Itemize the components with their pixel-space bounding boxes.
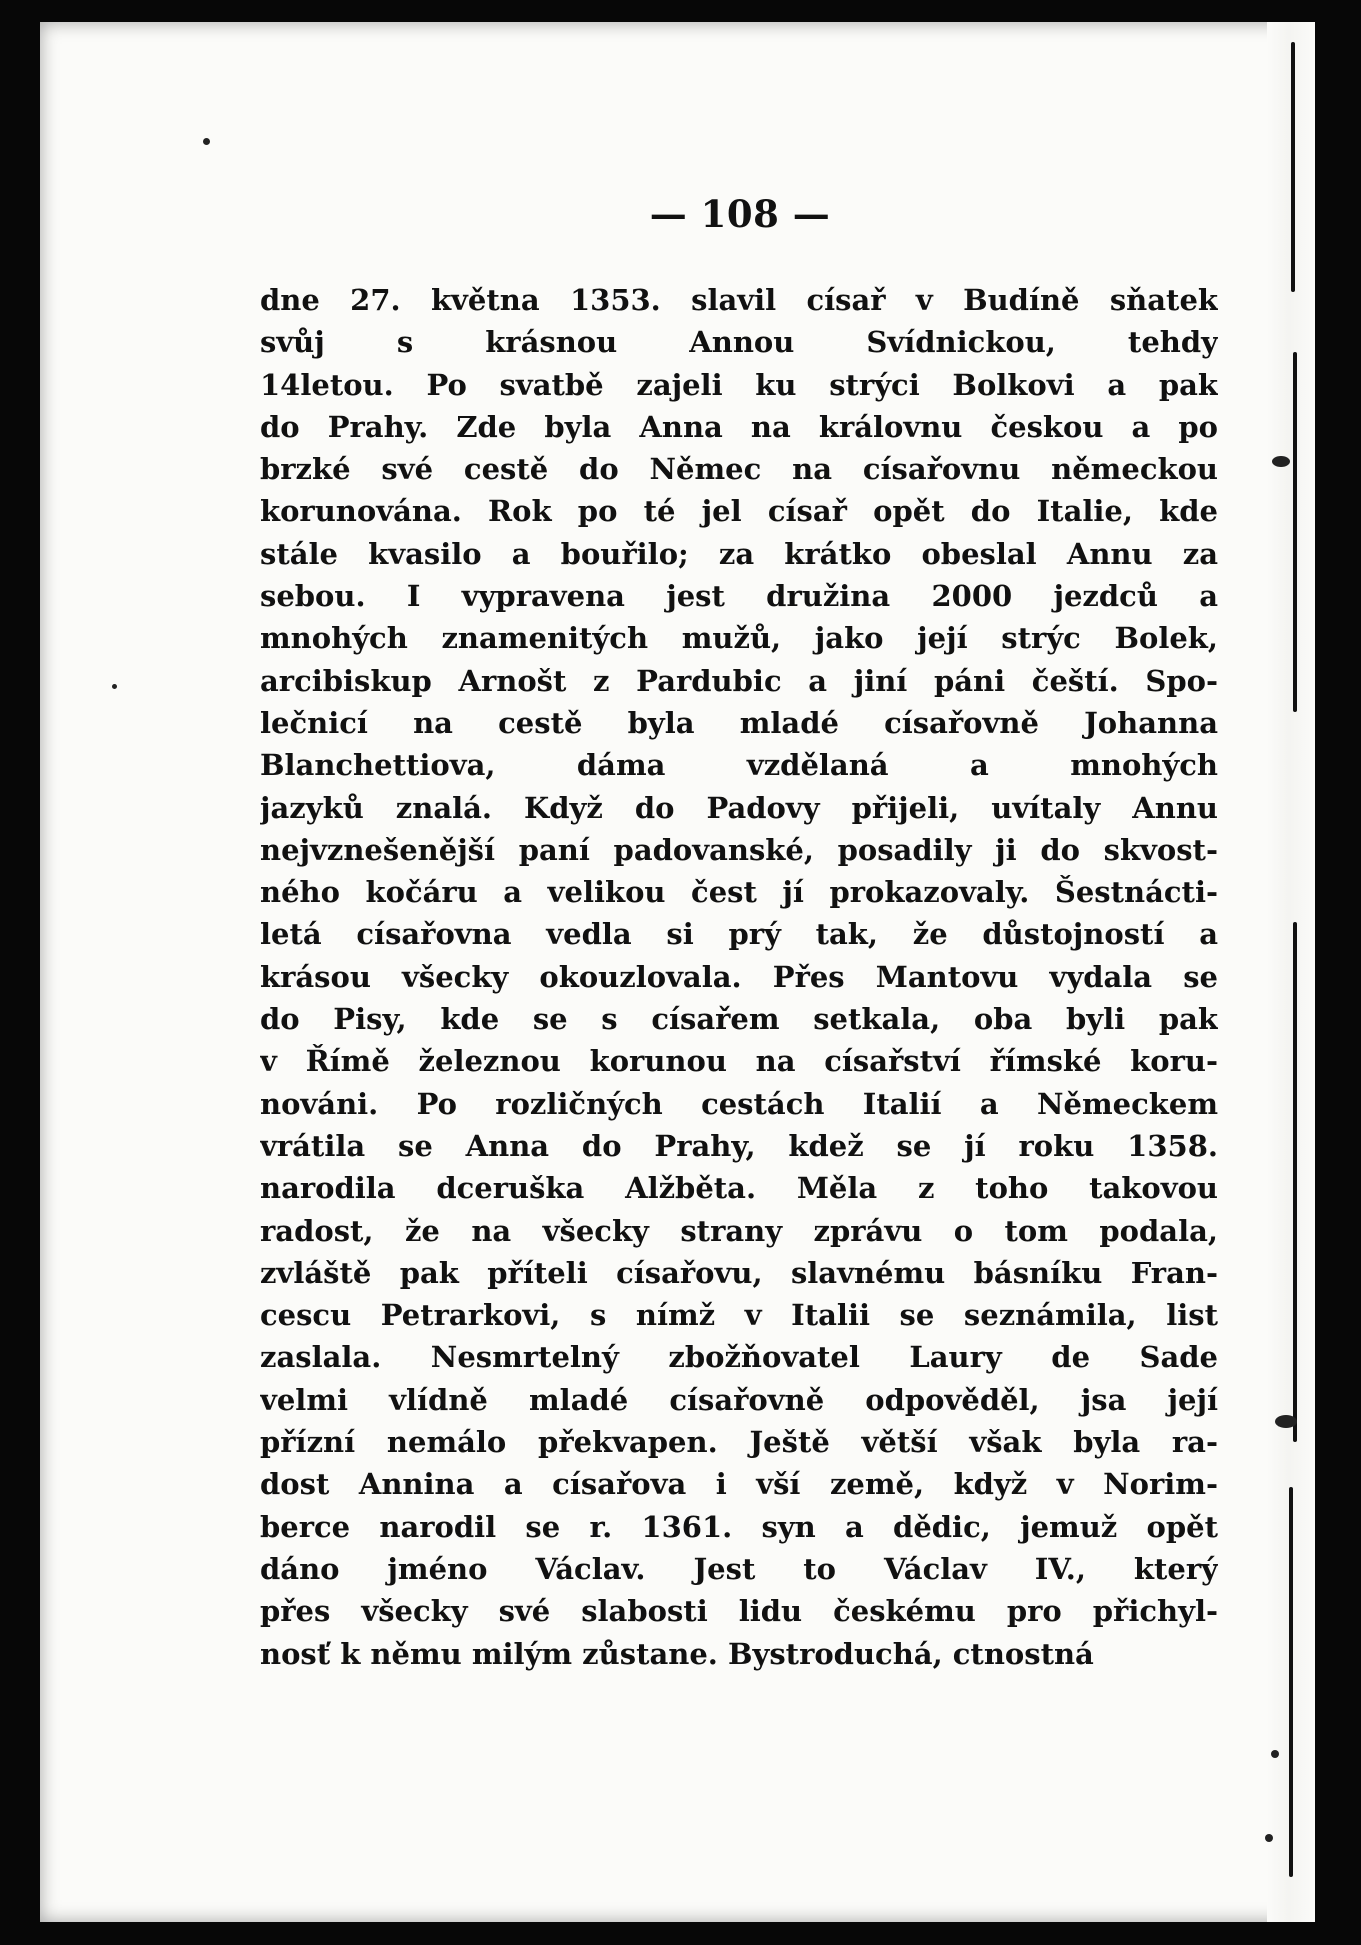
margin-mark — [1272, 456, 1290, 467]
ink-speck — [1271, 1750, 1279, 1758]
text-line: svůj s krásnou Annou Svídnickou, tehdy — [260, 325, 1218, 360]
text-line: radost, že na všecky strany zprávu o tom podala, — [260, 1213, 1218, 1248]
ink-speck — [1265, 1834, 1273, 1842]
text-line: cescu Petrarkovi, s nímž v Italii se seznámila, list — [260, 1298, 1218, 1333]
text-line: ného kočáru a velikou čest jí prokazovaly. Šestnácti- — [260, 875, 1218, 910]
text-line: krásou všecky okouzlovala. Přes Mantovu vydala se — [260, 959, 1218, 994]
page-number: — 108 — — [649, 192, 831, 236]
margin-rule-lower-middle — [1293, 922, 1297, 1442]
text-line: letá císařovna vedla si prý tak, že důstojností a — [260, 917, 1218, 952]
text-line: dáno jméno Václav. Jest to Václav IV., který — [260, 1551, 1218, 1586]
text-line: velmi vlídně mladé císařovně odpověděl, jsa její — [260, 1382, 1218, 1417]
text-line: v Římě železnou korunou na císařství římské koru- — [260, 1044, 1218, 1079]
text-line: přízní nemálo překvapen. Ještě větší však byla ra- — [260, 1425, 1218, 1460]
text-line: brzké své cestě do Němec na císařovnu německou — [260, 452, 1218, 487]
text-line: narodila dceruška Alžběta. Měla z toho takovou — [260, 1171, 1218, 1206]
margin-rule-bottom — [1289, 1487, 1293, 1877]
text-line: přes všecky své slabosti lidu českému pro přichyl- — [260, 1594, 1218, 1629]
text-line: lečnicí na cestě byla mladé císařovně Johanna — [260, 705, 1218, 740]
text-line: vrátila se Anna do Prahy, kdež se jí roku 1358. — [260, 1128, 1218, 1163]
text-line: Blanchettiova, dáma vzdělaná a mnohých — [260, 748, 1218, 783]
margin-rule-upper-middle — [1293, 352, 1297, 712]
text-line: do Prahy. Zde byla Anna na královnu českou a po — [260, 409, 1218, 444]
text-line: stále kvasilo a bouřilo; za krátko obeslal Annu za — [260, 536, 1218, 571]
scanned-book-page — [40, 22, 1315, 1922]
text-line: arcibiskup Arnošt z Pardubic a jiní páni čeští. Spo- — [260, 663, 1218, 698]
body-text — [260, 279, 1218, 1675]
text-line: dne 27. května 1353. slavil císař v Budíně sňatek — [260, 283, 1218, 317]
text-line: do Pisy, kde se s císařem setkala, oba byli pak — [260, 1002, 1218, 1037]
ink-speck — [203, 138, 210, 145]
text-line: 14letou. Po svatbě zajeli ku strýci Bolkovi a pak — [260, 367, 1218, 402]
text-line: nejvznešenější paní padovanské, posadily ji do skvost- — [260, 832, 1218, 867]
margin-mark — [1275, 1415, 1297, 1428]
text-line: mnohých znamenitých mužů, jako její strýc Bolek, — [260, 621, 1218, 656]
ink-speck — [112, 684, 117, 689]
text-line: dost Annina a císařova i vší země, když v Norim- — [260, 1467, 1218, 1502]
text-line: zvláště pak příteli císařovu, slavnému básníku Fran- — [260, 1255, 1218, 1290]
text-line: sebou. I vypravena jest družina 2000 jezdců a — [260, 579, 1218, 614]
text-line: jazyků znalá. Když do Padovy přijeli, uvítaly Annu — [260, 790, 1218, 825]
text-line: zaslala. Nesmrtelný zbožňovatel Laury de Sade — [260, 1340, 1218, 1375]
margin-rule-top — [1291, 42, 1295, 292]
text-line: nováni. Po rozličných cestách Italií a Německem — [260, 1086, 1218, 1121]
text-line: berce narodil se r. 1361. syn a dědic, jemuž opět — [260, 1509, 1218, 1544]
text-line: nosť k němu milým zůstane. Bystroduchá, ctnostná — [260, 1636, 1094, 1671]
text-line: korunována. Rok po té jel císař opět do Italie, kde — [260, 494, 1218, 529]
